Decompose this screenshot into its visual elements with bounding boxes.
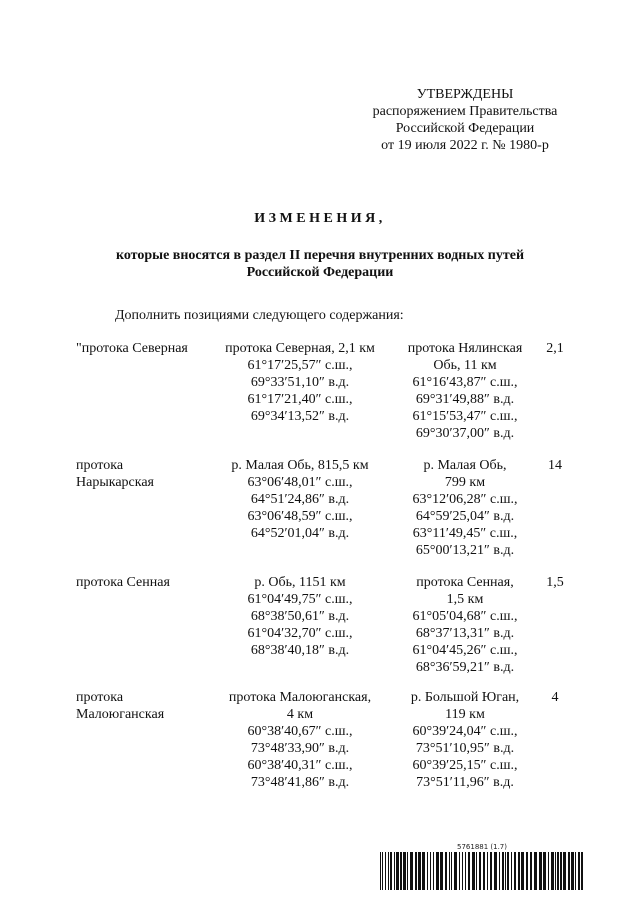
name-line: Нарыкарская bbox=[76, 475, 154, 490]
end-line: р. Большой Юган, bbox=[410, 690, 520, 705]
end-line: 69°30′37,00″ в.д. bbox=[415, 426, 515, 441]
section-start bbox=[212, 340, 388, 425]
start-line: 61°17′21,40″ с.ш., bbox=[247, 392, 353, 407]
barcode-block bbox=[380, 843, 584, 890]
section-end bbox=[398, 689, 532, 791]
section-end bbox=[398, 457, 532, 559]
subtitle-line: Российской Федерации bbox=[246, 265, 394, 280]
start-line: 61°17′25,57″ с.ш., bbox=[247, 358, 353, 373]
start-line: 64°51′24,86″ в.д. bbox=[250, 492, 350, 507]
end-line: 69°31′49,88″ в.д. bbox=[415, 392, 515, 407]
subtitle-line: которые вносятся в раздел II перечня внутренних водных путей bbox=[115, 248, 525, 263]
end-line: 61°05′04,68″ с.ш., bbox=[412, 609, 518, 624]
document-title: ИЗМЕНЕНИЯ, bbox=[254, 211, 386, 226]
end-line: р. Малая Обь, bbox=[423, 458, 507, 473]
start-line: 63°06′48,59″ с.ш., bbox=[247, 509, 353, 524]
start-line: 64°52′01,04″ в.д. bbox=[250, 526, 350, 541]
end-line: 61°16′43,87″ с.ш., bbox=[412, 375, 518, 390]
waterway-name bbox=[76, 340, 211, 357]
start-line: 63°06′48,01″ с.ш., bbox=[247, 475, 353, 490]
approval-date-number: от 19 июля 2022 г. № 1980-р bbox=[381, 138, 549, 153]
end-line: 64°59′25,04″ в.д. bbox=[415, 509, 515, 524]
end-line: 73°51′11,96″ в.д. bbox=[416, 775, 514, 790]
approval-authority: распоряжением Правительства bbox=[372, 104, 558, 119]
section-length: 4 bbox=[551, 690, 559, 705]
end-line: 60°39′24,04″ с.ш., bbox=[412, 724, 518, 739]
start-line: 68°38′40,18″ в.д. bbox=[250, 643, 350, 658]
start-line: протока Малоюганская, bbox=[228, 690, 372, 705]
waterway-name bbox=[76, 689, 211, 723]
end-line: 60°39′25,15″ с.ш., bbox=[412, 758, 518, 773]
end-line: 1,5 км bbox=[446, 592, 484, 607]
approval-federation: Российской Федерации bbox=[395, 121, 535, 136]
start-line: 73°48′33,90″ в.д. bbox=[250, 741, 350, 756]
end-line: 799 км bbox=[444, 475, 486, 490]
name-line: Малоюганская bbox=[76, 707, 165, 722]
barcode-number: 5761881 (1.7) bbox=[457, 843, 507, 851]
start-line: 69°34′13,52″ в.д. bbox=[250, 409, 350, 424]
waterway-name bbox=[76, 574, 211, 591]
end-line: 65°00′13,21″ в.д. bbox=[415, 543, 515, 558]
start-line: р. Обь, 1151 км bbox=[254, 575, 346, 590]
start-line: р. Малая Обь, 815,5 км bbox=[231, 458, 369, 473]
start-line: 60°38′40,67″ с.ш., bbox=[247, 724, 353, 739]
start-line: 60°38′40,31″ с.ш., bbox=[247, 758, 353, 773]
section-end bbox=[398, 340, 532, 442]
section-length: 2,1 bbox=[546, 341, 564, 356]
waterway-name bbox=[76, 457, 211, 491]
end-line: Обь, 11 км bbox=[433, 358, 497, 373]
start-line: 61°04′49,75″ с.ш., bbox=[247, 592, 353, 607]
name-line: "протока Северная bbox=[76, 341, 188, 356]
end-line: 68°37′13,31″ в.д. bbox=[415, 626, 515, 641]
start-line: 73°48′41,86″ в.д. bbox=[250, 775, 350, 790]
section-end bbox=[398, 574, 532, 676]
approval-block bbox=[340, 86, 590, 154]
approval-heading: УТВЕРЖДЕНЫ bbox=[416, 87, 514, 102]
start-line: 61°04′32,70″ с.ш., bbox=[247, 626, 353, 641]
intro-text: Дополнить позициями следующего содержания: bbox=[115, 308, 404, 323]
end-line: протока Сенная, bbox=[416, 575, 514, 590]
start-line: 68°38′50,61″ в.д. bbox=[250, 609, 350, 624]
section-length: 14 bbox=[548, 458, 562, 473]
end-line: 61°04′45,26″ с.ш., bbox=[412, 643, 518, 658]
end-line: 73°51′10,95″ в.д. bbox=[415, 741, 515, 756]
section-length: 1,5 bbox=[546, 575, 564, 590]
end-line: 119 км bbox=[445, 707, 485, 722]
name-line: протока bbox=[76, 458, 124, 473]
end-line: 63°11′49,45″ с.ш., bbox=[412, 526, 518, 541]
end-line: протока Нялинская bbox=[407, 341, 523, 356]
section-start bbox=[212, 457, 388, 542]
section-start bbox=[212, 574, 388, 659]
start-line: протока Северная, 2,1 км bbox=[225, 341, 375, 356]
name-line: протока Сенная bbox=[76, 575, 170, 590]
name-line: протока bbox=[76, 690, 124, 705]
end-line: 68°36′59,21″ в.д. bbox=[415, 660, 515, 675]
end-line: 61°15′53,47″ с.ш., bbox=[412, 409, 518, 424]
end-line: 63°12′06,28″ с.ш., bbox=[412, 492, 518, 507]
document-subtitle bbox=[80, 247, 560, 281]
section-start bbox=[212, 689, 388, 791]
start-line: 4 км bbox=[286, 707, 314, 722]
start-line: 69°33′51,10″ в.д. bbox=[250, 375, 350, 390]
barcode-icon bbox=[380, 852, 584, 890]
